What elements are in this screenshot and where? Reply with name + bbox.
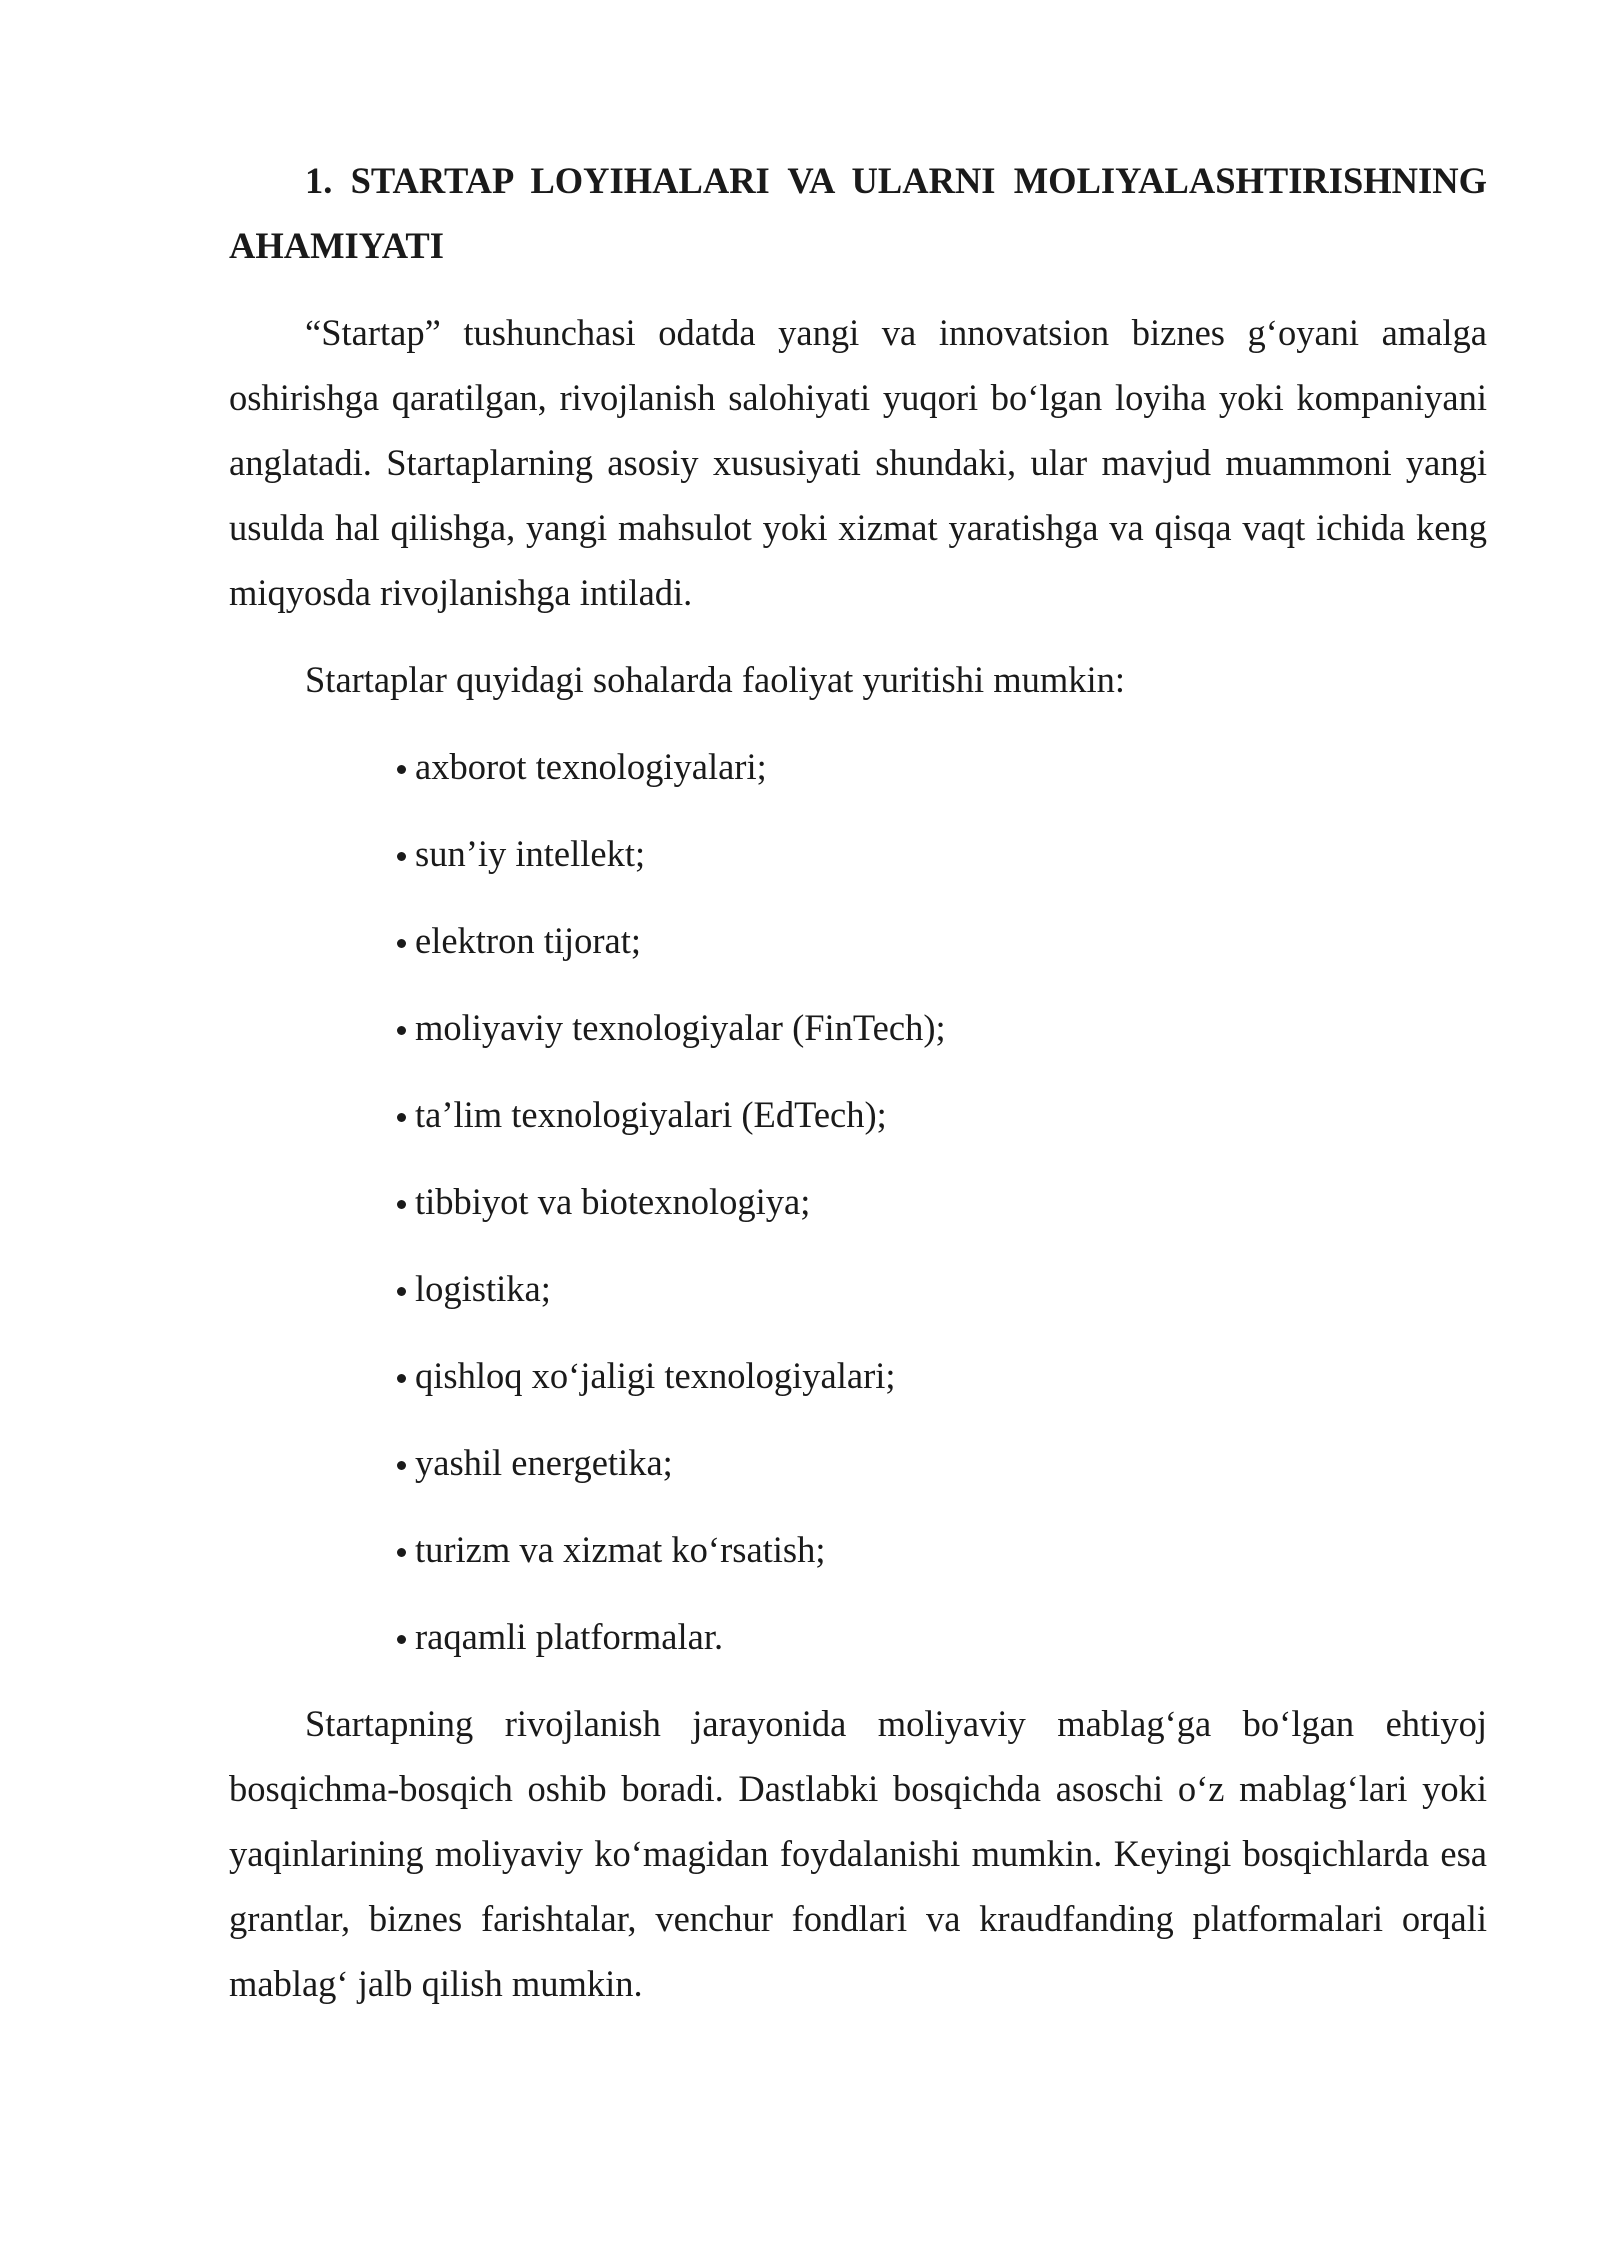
sectors-list bbox=[229, 734, 1487, 1669]
paragraph-funding-stages: Startapning rivojlanish jarayonida moliyaviy mablag‘ga bo‘lgan ehtiyoj bosqichma-bosqich oshib boradi. Dastlabki bosqichda asoschi o‘z mablag‘lari yoki yaqinlarining moliyaviy ko‘magidan foydalanishi mumkin. Keyingi bosqichlarda esa grantlar, biznes farishtalar, venchur fondlari va kraudfanding platformalari orqali mablag‘ jalb qilish mumkin. bbox=[229, 1703, 1487, 2004]
bullet-icon bbox=[397, 1287, 406, 1296]
list-item-text: elektron tijorat; bbox=[415, 920, 642, 961]
list-item bbox=[397, 734, 1487, 799]
bullet-icon bbox=[397, 1113, 406, 1122]
bullet-icon bbox=[397, 1200, 406, 1209]
list-item-text: turizm va xizmat ko‘rsatish; bbox=[415, 1529, 826, 1570]
bullet-icon bbox=[397, 939, 406, 948]
document-page bbox=[229, 148, 1487, 2016]
list-item bbox=[397, 908, 1487, 973]
bullet-icon bbox=[397, 852, 406, 861]
list-item bbox=[397, 995, 1487, 1060]
bullet-icon bbox=[397, 1635, 406, 1644]
list-item-text: moliyaviy texnologiyalar (FinTech); bbox=[415, 1007, 946, 1048]
bullet-icon bbox=[397, 1461, 406, 1470]
list-item bbox=[397, 1169, 1487, 1234]
list-item bbox=[397, 1430, 1487, 1495]
list-item-text: qishloq xo‘jaligi texnologiyalari; bbox=[415, 1355, 896, 1396]
bullet-icon bbox=[397, 1548, 406, 1557]
bullet-icon bbox=[397, 765, 406, 774]
list-item bbox=[397, 1517, 1487, 1582]
paragraph-definition: “Startap” tushunchasi odatda yangi va innovatsion biznes g‘oyani amalga oshirishga qaratilgan, rivojlanish salohiyati yuqori bo‘lgan loyiha yoki kompaniyani anglatadi. Startaplarning asosiy xususiyati shundaki, ular mavjud muammoni yangi usulda hal qilishga, yangi mahsulot yoki xizmat yaratishga va qisqa vaqt ichida keng miqyosda rivojlanishga intiladi. bbox=[229, 312, 1487, 613]
list-item bbox=[397, 1082, 1487, 1147]
list-item bbox=[397, 1604, 1487, 1669]
paragraph-sectors-intro: Startaplar quyidagi sohalarda faoliyat yuritishi mumkin: bbox=[305, 659, 1126, 700]
list-item-text: tibbiyot va biotexnologiya; bbox=[415, 1181, 811, 1222]
list-item-text: sun’iy intellekt; bbox=[415, 833, 646, 874]
list-item-text: raqamli platformalar. bbox=[415, 1616, 724, 1657]
list-item bbox=[397, 821, 1487, 886]
list-item bbox=[397, 1256, 1487, 1321]
list-item bbox=[397, 1343, 1487, 1408]
list-item-text: logistika; bbox=[415, 1268, 551, 1309]
list-item-text: axborot texnologiyalari; bbox=[415, 746, 767, 787]
bullet-icon bbox=[397, 1374, 406, 1383]
section-heading: 1. STARTAP LOYIHALARI VA ULARNI MOLIYALASHTIRISHNING AHAMIYATI bbox=[229, 160, 1487, 266]
list-item-text: yashil energetika; bbox=[415, 1442, 673, 1483]
bullet-icon bbox=[397, 1026, 406, 1035]
list-item-text: ta’lim texnologiyalari (EdTech); bbox=[415, 1094, 887, 1135]
